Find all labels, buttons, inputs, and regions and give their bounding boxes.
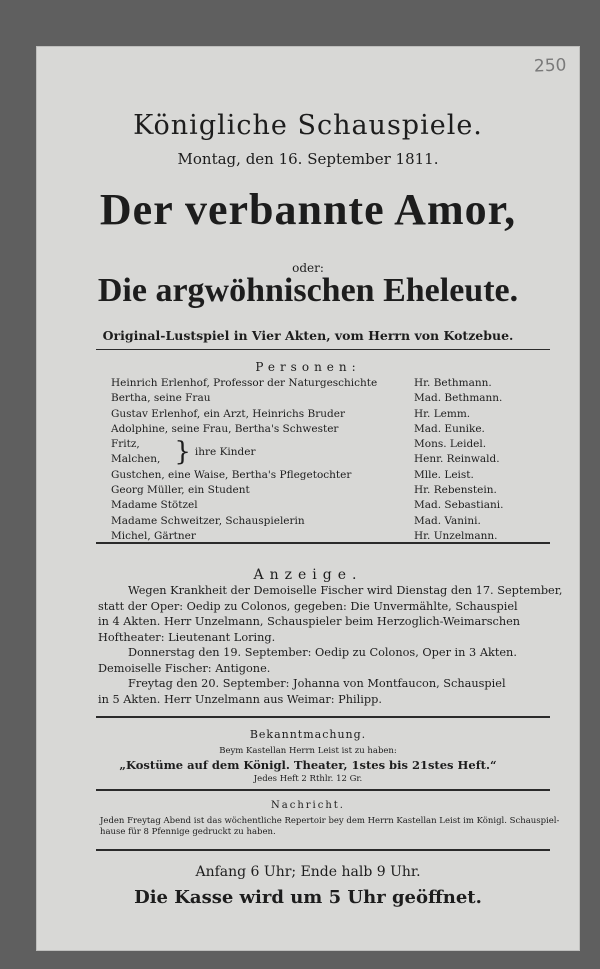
title-conjunction: oder: — [292, 261, 324, 275]
cast-actor: Hr. Lemm. — [414, 407, 471, 420]
nachricht-line: hause für 8 Pfennige gedruckt zu haben. — [100, 827, 276, 837]
cast-role: Heinrich Erlenhof, Professor der Naturgeschichte — [111, 377, 378, 389]
cast-role: Bertha, seine Frau — [111, 392, 211, 405]
anzeige-line: Hoftheater: Lieutenant Loring. — [98, 630, 276, 644]
anzeige-line: Donnerstag den 19. September: Oedip zu Colonos, Oper in 3 Akten. — [128, 646, 517, 659]
archive-number-annotation: 250 — [533, 55, 567, 77]
nachricht-text — [100, 816, 570, 838]
cast-actors — [414, 376, 554, 544]
children-label: ihre Kinder — [194, 445, 256, 458]
box-office-opening: Die Kasse wird um 5 Uhr geöffnet. — [134, 887, 482, 908]
divider — [96, 789, 550, 791]
divider — [96, 349, 550, 350]
anzeige-heading: Anzeige. — [253, 567, 363, 583]
cast-actor: Mad. Eunike. — [414, 422, 485, 435]
cast-actor: Henr. Reinwald. — [414, 453, 500, 466]
start-time: Anfang 6 Uhr; Ende halb 9 Uhr. — [195, 864, 421, 880]
anzeige-line: in 4 Akten. Herr Unzelmann, Schauspieler beim Herzoglich-Weimarschen — [98, 615, 521, 628]
cast-role: Madame Stötzel — [111, 499, 198, 512]
play-title: Der verbannte Amor, — [99, 185, 517, 234]
anzeige-line: Freytag den 20. September: Johanna von Montfaucon, Schauspiel — [128, 677, 506, 690]
bekanntmachung-price: Jedes Heft 2 Rthlr. 12 Gr. — [253, 774, 363, 784]
divider — [96, 542, 550, 544]
cast-actor: Hr. Rebenstein. — [414, 484, 497, 497]
brace-glyph: } — [174, 437, 191, 468]
anzeige-text — [98, 583, 568, 707]
cast-heading: Personen: — [255, 360, 361, 374]
divider — [96, 849, 550, 851]
anzeige-line: statt der Oper: Oedip zu Colonos, gegeben: Die Unvermählte, Schauspiel — [98, 599, 518, 613]
theater-name: Königliche Schauspiele. — [133, 110, 483, 141]
cast-role: Gustchen, eine Waise, Bertha's Pflegetochter — [111, 468, 352, 481]
nachricht-heading: Nachricht. — [271, 800, 345, 811]
playbill-sheet — [36, 46, 580, 951]
play-alternate-title: Die argwöhnischen Eheleute. — [97, 272, 519, 309]
anzeige-line: in 5 Akten. Herr Unzelmann aus Weimar: Philipp. — [98, 692, 382, 706]
performance-date: Montag, den 16. September 1811. — [177, 150, 439, 168]
anzeige-line: Wegen Krankheit der Demoiselle Fischer wird Dienstag den 17. September, — [128, 584, 563, 597]
cast-role: Fritz, — [111, 438, 140, 451]
cast-actor: Hr. Bethmann. — [414, 377, 492, 389]
genre-line: Original-Lustspiel in Vier Akten, vom Herrn von Kotzebue. — [102, 328, 514, 343]
cast-role: Georg Müller, ein Student — [111, 484, 250, 497]
bekanntmachung-title: „Kostüme auf dem Königl. Theater, 1stes bis 21stes Heft.“ — [119, 758, 497, 772]
bekanntmachung-line: Beym Kastellan Herrn Leist ist zu haben: — [219, 746, 397, 756]
anzeige-line: Demoiselle Fischer: Antigone. — [98, 661, 271, 675]
cast-role: Adolphine, seine Frau, Bertha's Schwester — [111, 422, 339, 435]
cast-actor: Hr. Unzelmann. — [414, 529, 498, 542]
divider — [96, 716, 550, 718]
children-group — [111, 437, 401, 468]
cast-actor: Mlle. Leist. — [414, 468, 474, 481]
cast-actor: Mad. Bethmann. — [414, 392, 503, 405]
cast-actor: Mons. Leidel. — [414, 438, 487, 451]
cast-role: Michel, Gärtner — [111, 529, 196, 542]
cast-actor: Mad. Vanini. — [414, 514, 481, 527]
cast-role: Malchen, — [111, 453, 161, 466]
cast-role: Madame Schweitzer, Schauspielerin — [111, 514, 305, 527]
cast-actor: Mad. Sebastiani. — [414, 499, 504, 512]
cast-roles — [111, 376, 401, 544]
cast-role: Gustav Erlenhof, ein Arzt, Heinrichs Bruder — [111, 407, 345, 420]
bekanntmachung-heading: Bekanntmachung. — [249, 728, 367, 741]
nachricht-line: Jeden Freytag Abend ist das wöchentliche Repertoir bey dem Herrn Kastellan Leist im Königl. Schauspiel- — [100, 816, 560, 826]
